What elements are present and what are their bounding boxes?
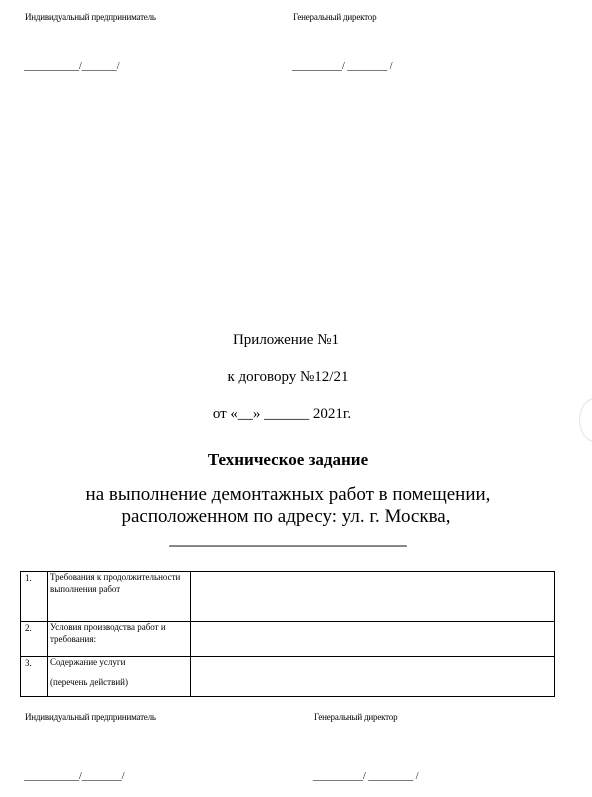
scroll-handle[interactable] [579, 398, 592, 442]
table-row [21, 572, 555, 622]
contract-date: от «__» ______ 2021г. [212, 406, 352, 422]
footer-right-signature-line: __________/ _________ / [313, 771, 419, 782]
header-right-role: Генеральный директор [293, 12, 377, 22]
row-label: Содержание услуги [50, 657, 126, 667]
footer-left-role: Индивидуальный предприниматель [25, 712, 156, 722]
row-number: 2. [21, 622, 48, 657]
header-left-signature-line: ___________/_______/ [24, 61, 120, 72]
header-right-signature-line: __________/ ________ / [292, 61, 393, 72]
row-label: Условия производства работ и требования: [48, 622, 191, 657]
document-title: Техническое задание [207, 450, 369, 469]
row-value [191, 657, 555, 697]
row-label-cell [48, 657, 191, 697]
subtitle-line-1: на выполнение демонтажных работ в помещении, [85, 484, 491, 505]
row-value [191, 572, 555, 622]
appendix-number: Приложение №1 [232, 332, 340, 348]
subtitle-line-3: _________________________ [169, 528, 407, 549]
footer-left-signature-line: ___________/________/ [24, 771, 125, 782]
footer-right-role: Генеральный директор [314, 712, 398, 722]
row-label: Требования к продолжительности выполнения работ [48, 572, 191, 622]
row-label-extra: (перечень действий) [50, 676, 128, 687]
subtitle-line-2: расположенном по адресу: ул. г. Москва, [121, 506, 451, 527]
row-number: 1. [21, 572, 48, 622]
row-number: 3. [21, 657, 48, 697]
table-row [21, 657, 555, 697]
contract-reference: к договору №12/21 [227, 369, 349, 385]
header-left-role: Индивидуальный предприниматель [25, 12, 156, 22]
row-value [191, 622, 555, 657]
requirements-table [20, 571, 555, 697]
table-row [21, 622, 555, 657]
